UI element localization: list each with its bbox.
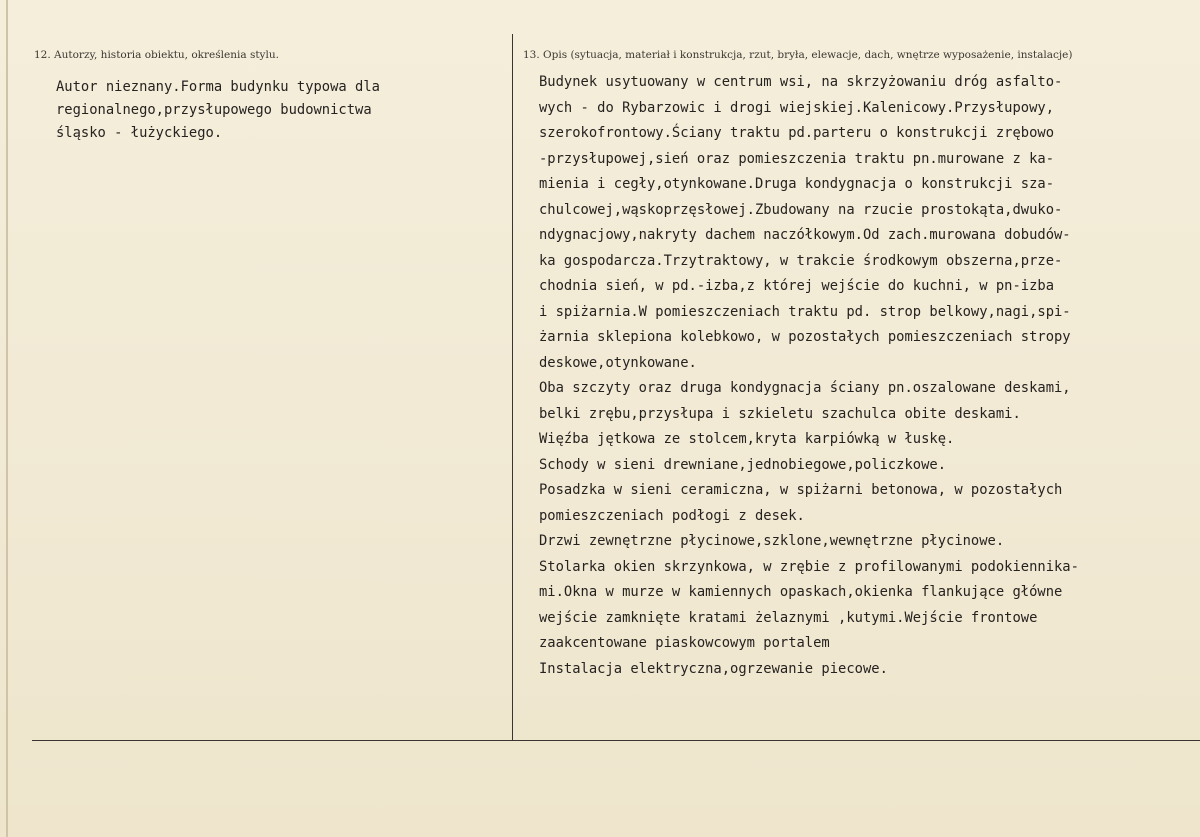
bottom-rule — [32, 740, 1200, 741]
text-line: wych - do Rybarzowic i drogi wiejskiej.Kalenicowy.Przysłupowy, — [539, 99, 1054, 116]
text-line: Więźba jętkowa ze stolcem,kryta karpiówką w łuskę. — [539, 431, 955, 447]
section-13-text — [539, 70, 1079, 682]
text-line: żarnia sklepiona kolebkowo, w pozostałych pomieszczeniach stropy — [539, 329, 1071, 345]
text-line: belki zrębu,przysłupa i szkieletu szachulca obite deskami. — [539, 405, 1021, 422]
page-edge-line — [6, 0, 8, 837]
text-line: chodnia sień, w pd.-izba,z której wejście do kuchni, w pn-izba — [539, 278, 1054, 294]
text-line: mienia i cegły,otynkowane.Druga kondygnacja o konstrukcji sza- — [539, 176, 1054, 192]
text-line: chulcowej,wąskoprzęsłowej.Zbudowany na rzucie prostokąta,dwuko- — [539, 201, 1063, 218]
text-line: Stolarka okien skrzynkowa, w zrębie z profilowanymi podokiennika- — [539, 558, 1079, 575]
text-line: Posadzka w sieni ceramiczna, w spiżarni betonowa, w pozostałych — [539, 482, 1063, 498]
text-line: deskowe,otynkowane. — [539, 354, 697, 371]
column-divider — [512, 34, 513, 741]
text-line: Autor nieznany.Forma budynku typowa dla — [56, 79, 380, 95]
text-line: ka gospodarcza.Trzytraktowy, w trakcie środkowym obszerna,prze- — [539, 252, 1063, 269]
text-line: ndygnacjowy,nakryty dachem naczółkowym.Od zach.murowana dobudów- — [539, 227, 1071, 243]
text-line: regionalnego,przysłupowego budownictwa — [56, 102, 372, 118]
text-line: Oba szczyty oraz druga kondygnacja ściany pn.oszalowane deskami, — [539, 380, 1071, 396]
section-13-label: 13. Opis (sytuacja, materiał i konstrukcja, rzut, bryła, elewacje, dach, wnętrze wyposażenie, instalacje) — [523, 49, 1073, 61]
text-line: zaakcentowane piaskowcowym portalem — [539, 635, 830, 651]
text-line: szerokofrontowy.Ściany traktu pd.parteru o konstrukcji zrębowo — [539, 125, 1054, 141]
text-line: -przysłupowej,sień oraz pomieszczenia traktu pn.murowane z ka- — [539, 150, 1054, 167]
text-line: Instalacja elektryczna,ogrzewanie piecowe. — [539, 660, 888, 677]
section-12-text — [56, 76, 380, 145]
text-line: i spiżarnia.W pomieszczeniach traktu pd. strop belkowy,nagi,spi- — [539, 303, 1071, 320]
text-line: Schody w sieni drewniane,jednobiegowe,policzkowe. — [539, 456, 947, 473]
text-line: wejście zamknięte kratami żelaznymi ,kutymi.Wejście frontowe — [539, 609, 1038, 626]
text-line: pomieszczeniach podłogi z desek. — [539, 507, 805, 524]
text-line: Drzwi zewnętrzne płycinowe,szklone,wewnętrzne płycinowe. — [539, 533, 1005, 549]
text-line: mi.Okna w murze w kamiennych opaskach,okienka flankujące główne — [539, 584, 1063, 600]
text-line: Budynek usytuowany w centrum wsi, na skrzyżowaniu dróg asfalto- — [539, 74, 1063, 90]
section-12-label: 12. Autorzy, historia obiektu, określenia stylu. — [34, 49, 279, 61]
text-line: śląsko - łużyckiego. — [56, 125, 223, 141]
